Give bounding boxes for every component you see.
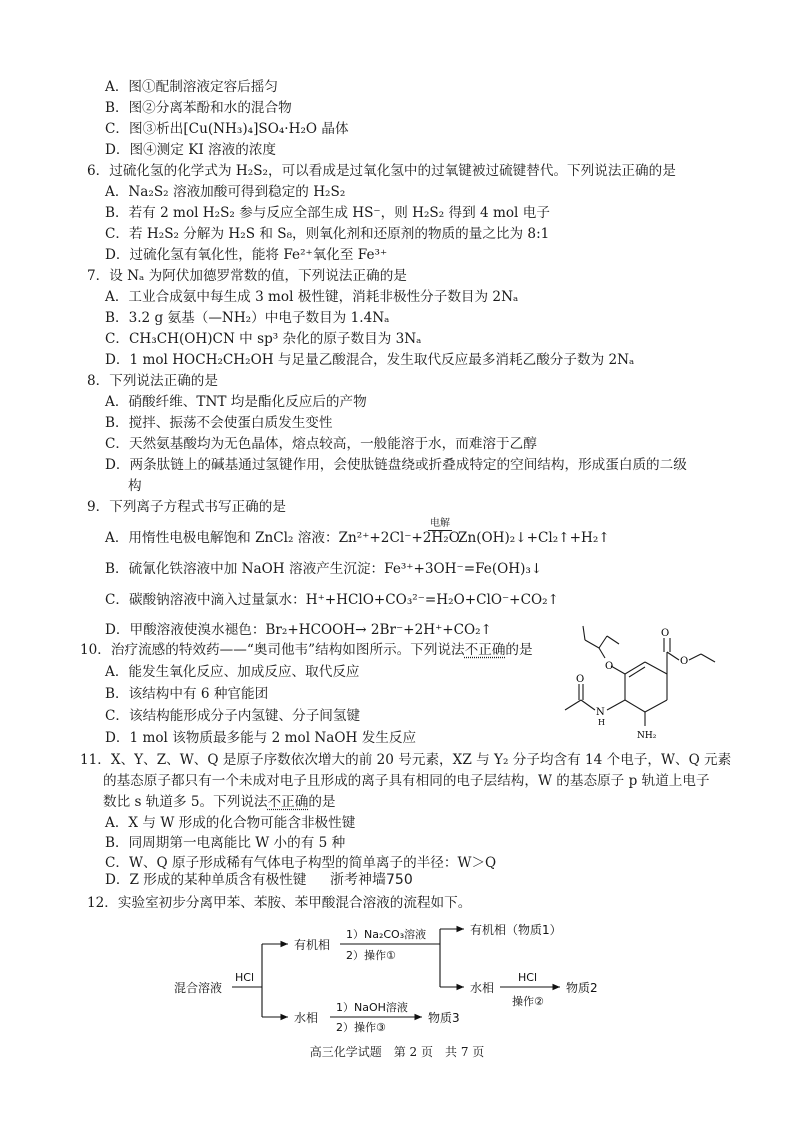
- flow-step-1a: 1）Na₂CO₃溶液: [346, 928, 427, 941]
- q11-option-b: B．同周期第一电离能比 W 小的有 5 种: [105, 835, 346, 851]
- flow-substance-1: 有机相（物质1）: [470, 923, 562, 937]
- q10-stem-part3: 的是: [505, 642, 533, 658]
- q7-option-d: D．1 mol HOCH₂CH₂OH 与足量乙酸混合，发生取代反应最多消耗乙酸分子数为 2Nₐ: [105, 352, 635, 368]
- q7-option-b: B．3.2 g 氨基（—NH₂）中电子数目为 1.4Nₐ: [105, 310, 390, 326]
- q11-line3-part1: 数比 s 轨道多 5。下列说法: [103, 794, 268, 810]
- q10-stem-emphasis: 不正确: [464, 642, 506, 658]
- flow-step-1b: 2）操作①: [346, 949, 396, 962]
- flow-aqueous-2: 水相: [470, 981, 495, 995]
- q11-option-c: C．W、Q 原子形成稀有气体电子构型的简单离子的半径：W＞Q: [105, 855, 497, 871]
- q5-option-d: D．图④测定 KI 溶液的浓度: [105, 142, 277, 158]
- q11-line3: [103, 792, 336, 812]
- flow-step-3a: 1）NaOH溶液: [336, 1001, 408, 1014]
- q8-stem: 8．下列说法正确的是: [87, 373, 218, 389]
- q6-option-c: C．若 H₂S₂ 分解为 H₂S 和 S₈，则氧化剂和还原剂的物质的量之比为 8:1: [105, 226, 550, 242]
- q5-option-b: B．图②分离苯酚和水的混合物: [105, 100, 292, 116]
- amide-nitrogen: N: [596, 707, 605, 718]
- flow-start: 混合溶液: [174, 981, 223, 995]
- q8-option-d-continued: 构: [128, 478, 142, 494]
- q9-option-a: A．用惰性电极电解饱和 ZnCl₂ 溶液：Zn²⁺+2Cl⁻+2H₂O: [105, 530, 460, 546]
- q9-option-a-product: Zn(OH)₂↓+Cl₂↑+H₂↑: [458, 530, 610, 546]
- separation-flowchart: [160, 915, 620, 1035]
- q11-option-d: D．Z 形成的某种单质含有极性键: [105, 872, 307, 888]
- ether-oxygen: O: [605, 661, 614, 672]
- q8-option-b: B．搅拌、振荡不会使蛋白质发生变性: [105, 415, 333, 431]
- q7-stem: 7．设 Nₐ 为阿伏加德罗常数的值，下列说法正确的是: [87, 268, 407, 284]
- ester-oxygen: O: [680, 656, 689, 667]
- q10-option-b: B．该结构中有 6 种官能团: [105, 686, 269, 702]
- oseltamivir-structure: [555, 622, 730, 747]
- q9-option-d: D．甲酸溶液使溴水褪色：Br₂+HCOOH→ 2Br⁻+2H⁺+CO₂↑: [105, 622, 493, 638]
- q8-option-c: C．天然氨基酸均为无色晶体，熔点较高，一般能溶于水，而难溶于乙醇: [105, 436, 537, 452]
- flow-operation-2: 操作②: [512, 995, 544, 1008]
- amine-group: NH₂: [637, 731, 657, 741]
- q10-stem: [80, 640, 533, 660]
- watermark-text: 浙考神墙750: [330, 872, 413, 888]
- flow-hcl-1: HCl: [235, 971, 255, 984]
- q10-option-a: A．能发生氧化反应、加成反应、取代反应: [105, 664, 360, 680]
- q11-emphasis: 不正确: [267, 794, 309, 810]
- q6-stem: 6．过硫化氢的化学式为 H₂S₂，可以看成是过氧化氢中的过氧键被过硫键替代。下列说法正确的是: [87, 163, 676, 179]
- q11-line2: 的基态原子都只有一个未成对电子且形成的离子具有相同的电子层结构，W 的基态原子 p 轨道上电子: [103, 773, 710, 789]
- flow-substance-3: 物质3: [428, 1011, 460, 1025]
- q8-option-a: A．硝酸纤维、TNT 均是酯化反应后的产物: [105, 394, 367, 410]
- electrolysis-label: 电解: [430, 518, 450, 529]
- q12-stem: 12．实验室初步分离甲苯、苯胺、苯甲酸混合溶液的流程如下。: [87, 895, 472, 911]
- ester-carbonyl-oxygen: O: [661, 628, 670, 639]
- flow-organic-phase: 有机相: [294, 938, 331, 952]
- q11-line3-part3: 的是: [308, 794, 336, 810]
- q5-option-c: C．图③析出[Cu(NH₃)₄]SO₄·H₂O 晶体: [105, 121, 349, 137]
- flow-step-3b: 2）操作③: [336, 1021, 386, 1034]
- q5-option-a: A．图①配制溶液定容后摇匀: [105, 79, 278, 95]
- q7-option-a: A．工业合成氨中每生成 3 mol 极性键，消耗非极性分子数目为 2Nₐ: [105, 289, 519, 305]
- page-footer: 高三化学试题 第 2 页 共 7 页: [309, 1045, 485, 1059]
- q7-option-c: C．CH₃CH(OH)CN 中 sp³ 杂化的原子数目为 3Nₐ: [105, 331, 422, 347]
- q6-option-d: D．过硫化氢有氧化性，能将 Fe²⁺氧化至 Fe³⁺: [105, 247, 388, 263]
- flow-aqueous-phase: 水相: [294, 1011, 319, 1025]
- q9-option-b: B．硫氰化铁溶液中加 NaOH 溶液产生沉淀：Fe³⁺+3OH⁻=Fe(OH)₃↓: [105, 561, 543, 577]
- flow-hcl-2: HCl: [518, 971, 538, 984]
- amide-carbonyl-oxygen: O: [576, 674, 585, 685]
- q10-option-c: C．该结构能形成分子内氢键、分子间氢键: [105, 708, 361, 724]
- q11-option-a: A．X 与 W 形成的化合物可能含非极性键: [105, 815, 356, 831]
- q9-option-c: C．碳酸钠溶液中滴入过量氯水：H⁺+HClO+CO₃²⁻=H₂O+ClO⁻+CO₂↑: [105, 592, 559, 608]
- flow-substance-2: 物质2: [566, 981, 598, 995]
- q11-line1: 11．X、Y、Z、W、Q 是原子序数依次增大的前 20 号元素，XZ 与 Y₂ 分子均含有 14 个电子，W、Q 元素: [80, 752, 732, 768]
- q9-stem: 9．下列离子方程式书写正确的是: [87, 499, 286, 515]
- amide-hydrogen: H: [598, 718, 605, 727]
- q10-option-d: D．1 mol 该物质最多能与 2 mol NaOH 发生反应: [105, 730, 417, 746]
- q8-option-d: D．两条肽链上的碱基通过氢键作用，会使肽链盘绕或折叠成特定的空间结构，形成蛋白质的二级: [105, 457, 687, 473]
- q6-option-b: B．若有 2 mol H₂S₂ 参与反应全部生成 HS⁻，则 H₂S₂ 得到 4 mol 电子: [105, 205, 550, 221]
- q6-option-a: A．Na₂S₂ 溶液加酸可得到稳定的 H₂S₂: [105, 184, 346, 200]
- q10-stem-part1: 10．治疗流感的特效药——“奥司他韦”结构如图所示。下列说法: [80, 642, 465, 658]
